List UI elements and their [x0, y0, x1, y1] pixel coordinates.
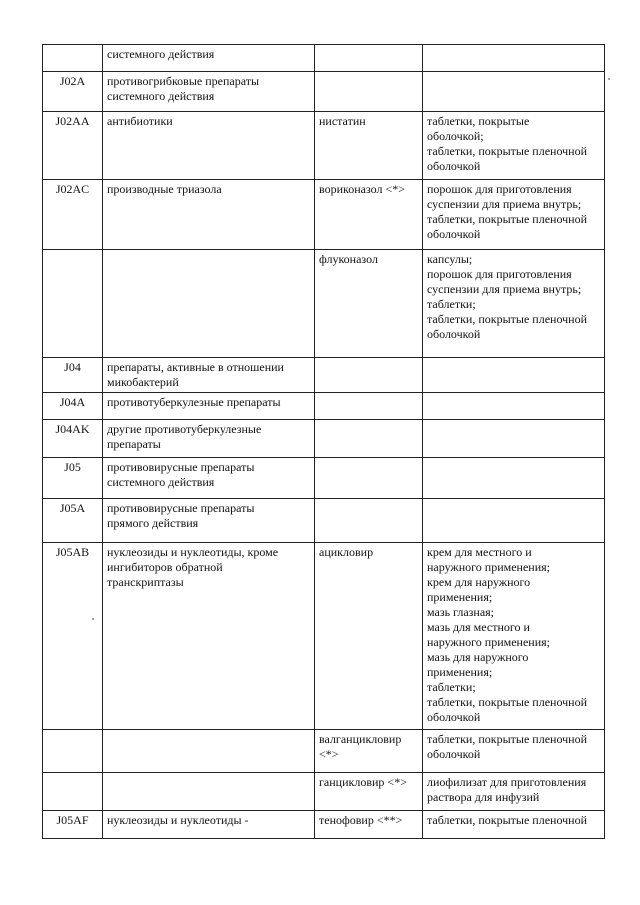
drug-name-cell: ганцикловир <*> — [315, 773, 423, 811]
group-name-cell: нуклеозиды и нуклеотиды, кроме ингибиторов обратной транскриптазы — [103, 543, 315, 730]
atc-code-cell: J04AK — [43, 420, 103, 458]
dosage-form-cell: крем для местного и наружного применения; крем для наружного применения; мазь глазная; мазь для местного и наружного применения; мазь для наружного применения; таблетки; таблетки, покрытые пленочной оболочкой — [423, 543, 605, 730]
dosage-form-cell — [423, 458, 605, 499]
group-name-cell — [103, 730, 315, 773]
drug-name-cell — [315, 420, 423, 458]
group-name-cell: противовирусные препараты прямого действия — [103, 499, 315, 543]
group-name-cell — [103, 773, 315, 811]
drug-name-cell: тенофовир <**> — [315, 811, 423, 839]
drug-name-cell — [315, 358, 423, 393]
drug-name-cell — [315, 45, 423, 72]
atc-code-cell — [43, 730, 103, 773]
drug-name-cell — [315, 499, 423, 543]
group-name-cell: антибиотики — [103, 112, 315, 180]
group-name-cell: противогрибковые препараты системного действия — [103, 72, 315, 112]
atc-code-cell: J05AF — [43, 811, 103, 839]
scan-speck — [608, 78, 610, 80]
dosage-form-cell — [423, 358, 605, 393]
table-row — [43, 499, 605, 543]
dosage-form-cell — [423, 393, 605, 420]
table-row — [43, 730, 605, 773]
table-row — [43, 72, 605, 112]
group-name-cell: системного действия — [103, 45, 315, 72]
table-row — [43, 773, 605, 811]
atc-code-cell: J02AA — [43, 112, 103, 180]
drug-name-cell: ацикловир — [315, 543, 423, 730]
drug-name-cell — [315, 72, 423, 112]
atc-code-cell — [43, 250, 103, 358]
table-row — [43, 393, 605, 420]
drug-classification-table — [42, 44, 605, 839]
atc-code-cell: J05AB — [43, 543, 103, 730]
drug-name-cell: валганцикловир <*> — [315, 730, 423, 773]
atc-code-cell — [43, 773, 103, 811]
table-row — [43, 811, 605, 839]
group-name-cell: другие противотуберкулезные препараты — [103, 420, 315, 458]
dosage-form-cell: капсулы; порошок для приготовления суспензии для приема внутрь; таблетки; таблетки, покрытые пленочной оболочкой — [423, 250, 605, 358]
table-row — [43, 45, 605, 72]
dosage-form-cell: таблетки, покрытые пленочной оболочкой — [423, 730, 605, 773]
dosage-form-cell: таблетки, покрытые пленочной — [423, 811, 605, 839]
drug-name-cell: флуконазол — [315, 250, 423, 358]
table-row — [43, 458, 605, 499]
atc-code-cell: J02AC — [43, 180, 103, 250]
table-row — [43, 543, 605, 730]
dosage-form-cell: лиофилизат для приготовления раствора для инфузий — [423, 773, 605, 811]
group-name-cell: нуклеозиды и нуклеотиды - — [103, 811, 315, 839]
group-name-cell: препараты, активные в отношении микобактерий — [103, 358, 315, 393]
atc-code-cell: J04 — [43, 358, 103, 393]
dosage-form-cell — [423, 420, 605, 458]
atc-code-cell: J05 — [43, 458, 103, 499]
drug-name-cell: нистатин — [315, 112, 423, 180]
dosage-form-cell: порошок для приготовления суспензии для приема внутрь; таблетки, покрытые пленочной оболочкой — [423, 180, 605, 250]
dosage-form-cell — [423, 45, 605, 72]
group-name-cell: противотуберкулезные препараты — [103, 393, 315, 420]
scan-speck — [92, 618, 94, 620]
atc-code-cell: J02A — [43, 72, 103, 112]
table-row — [43, 112, 605, 180]
group-name-cell — [103, 250, 315, 358]
table-row — [43, 180, 605, 250]
dosage-form-cell — [423, 72, 605, 112]
dosage-form-cell: таблетки, покрытые оболочкой; таблетки, покрытые пленочной оболочкой — [423, 112, 605, 180]
group-name-cell: противовирусные препараты системного действия — [103, 458, 315, 499]
table-row — [43, 250, 605, 358]
atc-code-cell — [43, 45, 103, 72]
group-name-cell: производные триазола — [103, 180, 315, 250]
drug-name-cell — [315, 458, 423, 499]
dosage-form-cell — [423, 499, 605, 543]
table-row — [43, 358, 605, 393]
drug-name-cell — [315, 393, 423, 420]
table-row — [43, 420, 605, 458]
drug-name-cell: вориконазол <*> — [315, 180, 423, 250]
atc-code-cell: J05A — [43, 499, 103, 543]
atc-code-cell: J04A — [43, 393, 103, 420]
